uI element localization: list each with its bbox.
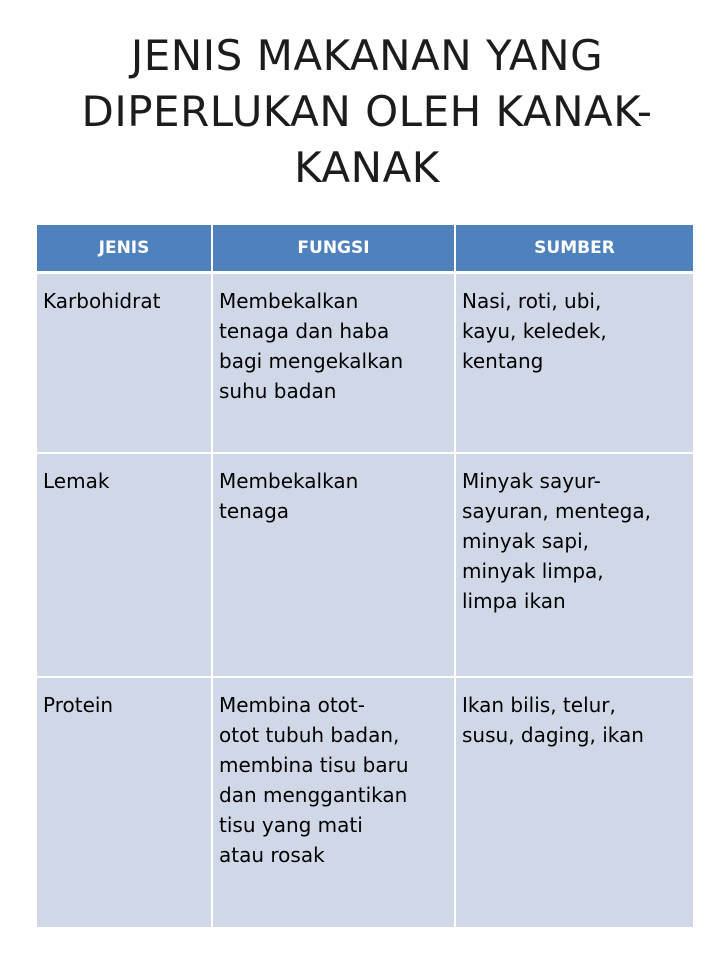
cell-text: bagi mengekalkan [219, 349, 404, 373]
cell-text: membina tisu baru [219, 753, 409, 777]
cell-text: suhu badan [219, 379, 337, 403]
food-table [37, 225, 693, 929]
title-line-3: KANAK [294, 143, 440, 192]
cell-text: dan menggantikan [219, 783, 408, 807]
header-jenis: JENIS [37, 225, 212, 273]
cell-text: Minyak sayur- [462, 469, 601, 493]
cell-fungsi [212, 453, 455, 677]
cell-text: tenaga dan haba [219, 319, 390, 343]
cell-sumber [455, 273, 693, 454]
cell-text: Nasi, roti, ubi, [462, 289, 602, 313]
cell-text: Karbohidrat [43, 289, 161, 313]
header-sumber: SUMBER [455, 225, 693, 273]
cell-text: atau rosak [219, 843, 325, 867]
cell-text: Membekalkan [219, 469, 359, 493]
cell-sumber [455, 677, 693, 928]
table-header-row [37, 225, 693, 273]
title-line-2: DIPERLUKAN OLEH KANAK- [81, 87, 653, 136]
cell-text: Ikan bilis, telur, [462, 693, 616, 717]
cell-text: susu, daging, ikan [462, 723, 644, 747]
cell-sumber [455, 453, 693, 677]
cell-text: otot tubuh badan, [219, 723, 400, 747]
table-row [37, 677, 693, 928]
header-fungsi: FUNGSI [212, 225, 455, 273]
cell-text: sayuran, mentega, [462, 499, 651, 523]
cell-fungsi [212, 677, 455, 928]
cell-text: kayu, keledek, [462, 319, 607, 343]
cell-text: minyak sapi, [462, 529, 590, 553]
cell-text: Membina otot- [219, 693, 365, 717]
table-row [37, 273, 693, 454]
cell-fungsi [212, 273, 455, 454]
cell-text: tisu yang mati [219, 813, 363, 837]
cell-jenis [37, 677, 212, 928]
cell-text: minyak limpa, [462, 559, 604, 583]
cell-text: Protein [43, 693, 114, 717]
cell-text: Membekalkan [219, 289, 359, 313]
cell-text: Lemak [43, 469, 110, 493]
cell-jenis [37, 453, 212, 677]
cell-jenis [37, 273, 212, 454]
page-title [40, 28, 694, 196]
cell-text: limpa ikan [462, 589, 566, 613]
table-row [37, 453, 693, 677]
cell-text: tenaga [219, 499, 290, 523]
cell-text: kentang [462, 349, 544, 373]
title-line-1: JENIS MAKANAN YANG [130, 31, 604, 80]
